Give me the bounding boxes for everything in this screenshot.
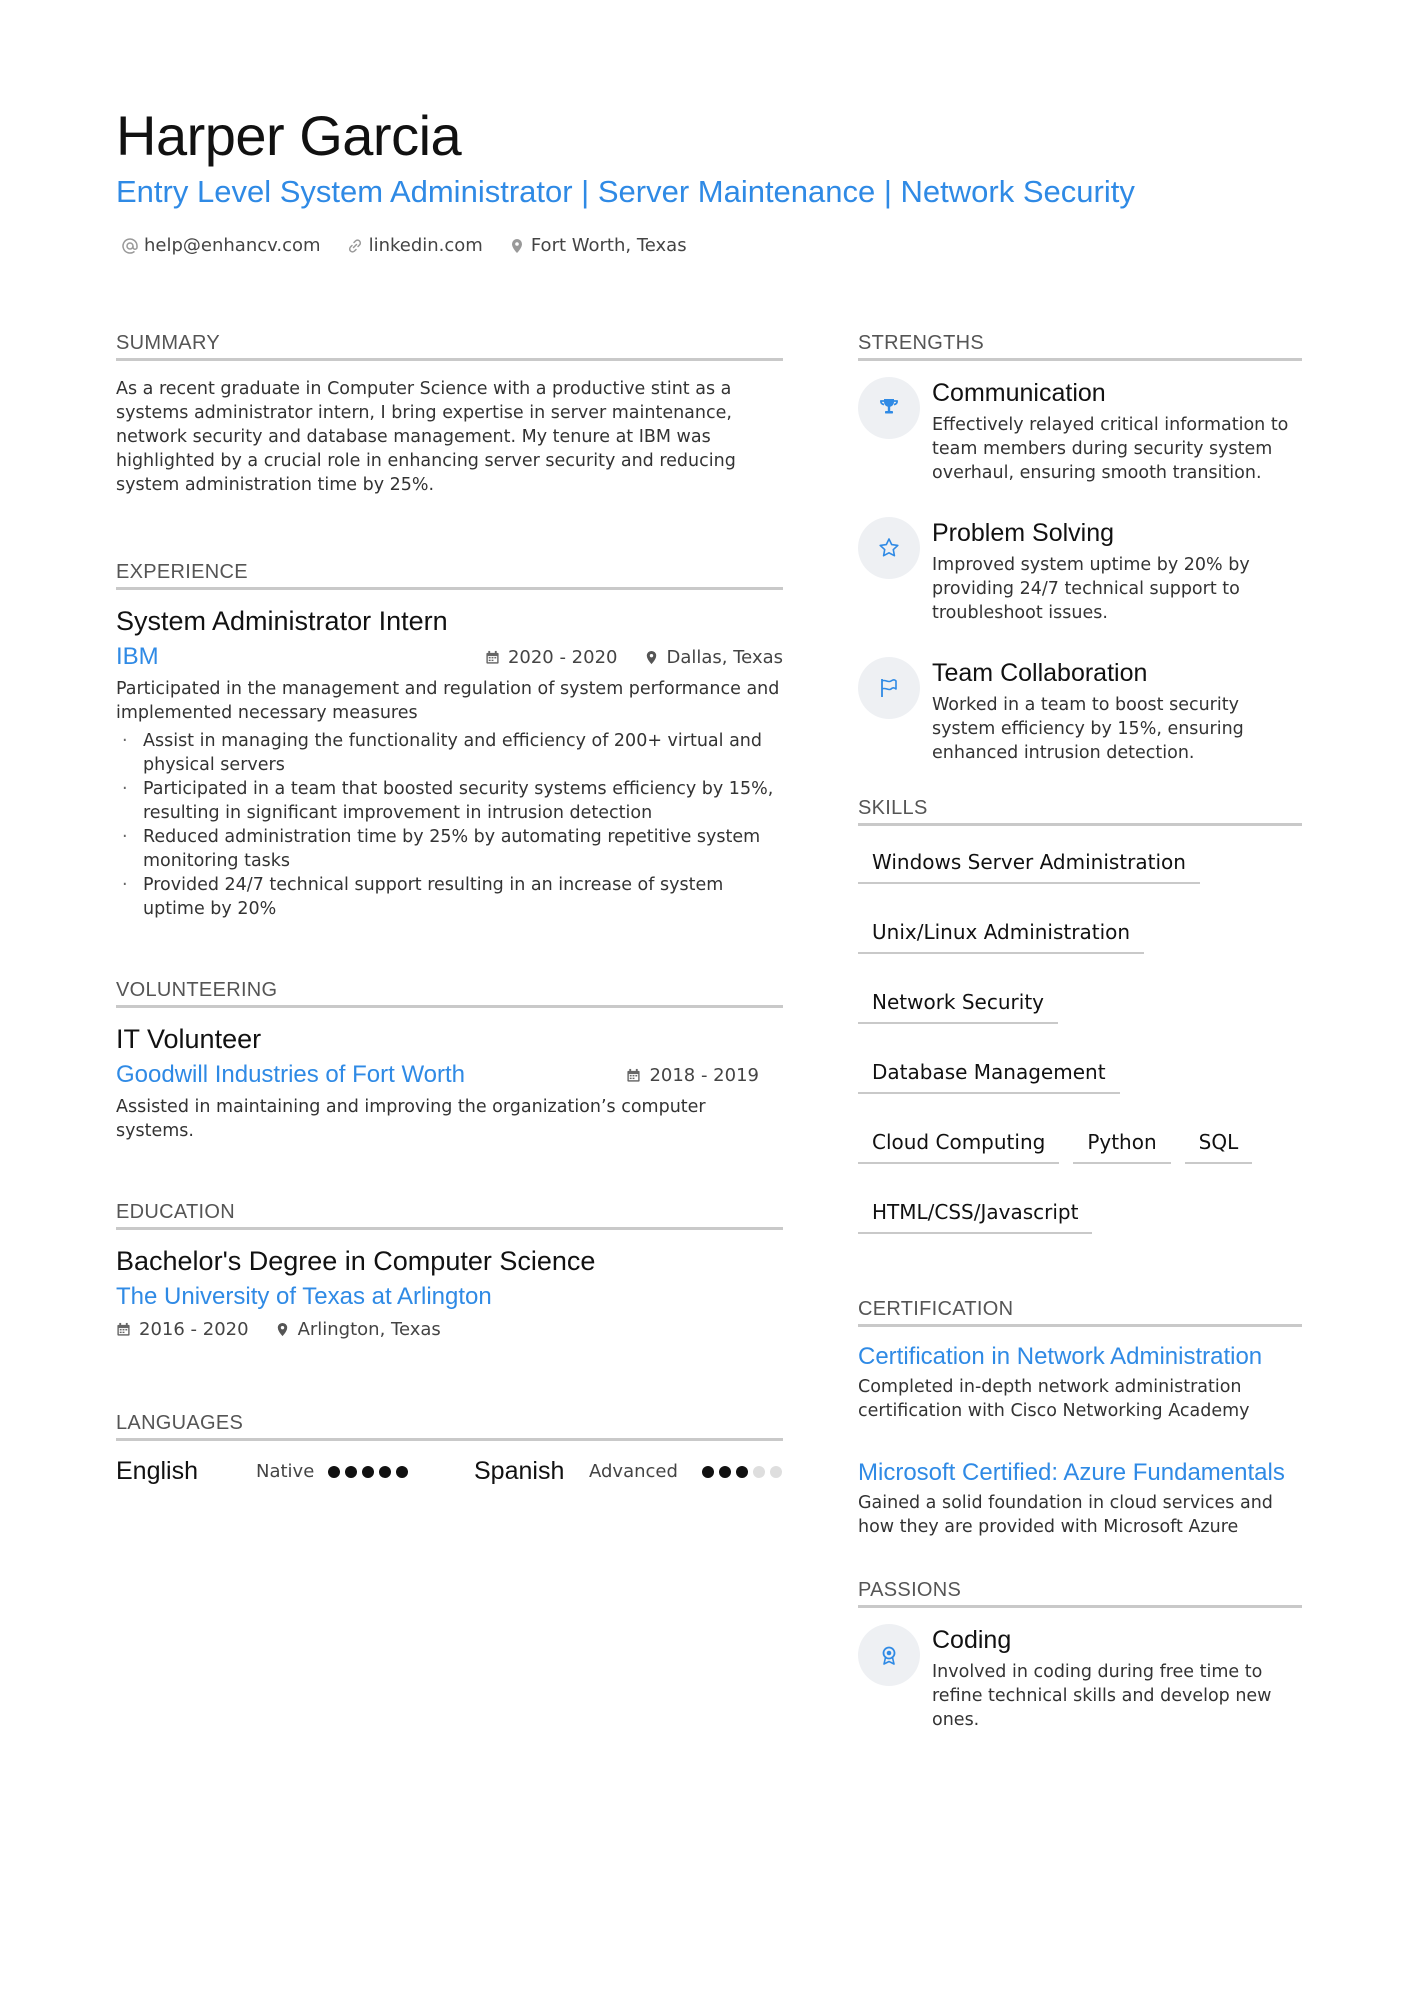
contact-email[interactable] bbox=[122, 235, 321, 256]
education-location-text: Arlington, Texas bbox=[297, 1319, 441, 1340]
volunteer-role: IT Volunteer bbox=[116, 1024, 262, 1054]
certification-section bbox=[858, 1298, 1302, 1539]
education-section bbox=[116, 1201, 783, 1340]
passion-icon-badge bbox=[858, 1624, 920, 1686]
rating-dot-filled bbox=[328, 1466, 340, 1478]
certification-description: Completed in-depth network administration certification with Cisco Networking Academy bbox=[858, 1377, 1250, 1421]
job-location-text: Dallas, Texas bbox=[666, 646, 783, 668]
strength-title: Problem Solving bbox=[932, 519, 1115, 547]
strength-description: Worked in a team to boost security system efficiency by 15%, ensuring enhanced intrusion detection. bbox=[932, 695, 1244, 763]
skill-tag: Windows Server Administration bbox=[858, 842, 1200, 884]
rating-dot-filled bbox=[379, 1466, 391, 1478]
volunteer-meta bbox=[626, 1065, 759, 1086]
strength-icon-badge bbox=[858, 517, 920, 579]
passion-description: Involved in coding during free time to refine technical skills and develop new ones. bbox=[932, 1662, 1272, 1730]
summary-text: As a recent graduate in Computer Science with a productive stint as a systems administrator intern, I bring expertise in server maintenance, network security and database management. My tenure at IBM was highlighted by a crucial role in enhancing server security and reducing system administration time by 25%. bbox=[116, 379, 736, 495]
education-meta bbox=[116, 1319, 783, 1340]
rating-dot-empty bbox=[770, 1466, 782, 1478]
skill-tag: Database Management bbox=[858, 1052, 1120, 1094]
strength-body bbox=[932, 517, 1302, 625]
list-item: · Participated in a team that boosted security systems efficiency by 15%, resulting in significant improvement in intrusion detection bbox=[116, 777, 783, 825]
strength-description: Effectively relayed critical information to team members during security system overhaul, ensuring smooth transition. bbox=[932, 415, 1289, 483]
strength-body bbox=[932, 377, 1302, 485]
section-title-strengths: STRENGTHS bbox=[858, 332, 1302, 361]
strength-item bbox=[858, 377, 1302, 485]
section-title-experience: EXPERIENCE bbox=[116, 561, 783, 590]
certification-title: Certification in Network Administration bbox=[858, 1343, 1263, 1370]
section-title-certification: CERTIFICATION bbox=[858, 1298, 1302, 1327]
language-name: English bbox=[116, 1457, 198, 1485]
strength-item bbox=[858, 517, 1302, 625]
passions-section bbox=[858, 1579, 1302, 1732]
calendar-icon bbox=[485, 650, 500, 665]
skill-tag: Python bbox=[1073, 1122, 1170, 1164]
right-column bbox=[858, 332, 1302, 1764]
award-icon bbox=[877, 1643, 901, 1667]
language-item bbox=[116, 1457, 474, 1486]
list-item: · Provided 24/7 technical support resulting in an increase of system uptime by 20% bbox=[116, 873, 783, 921]
language-name: Spanish bbox=[474, 1457, 565, 1485]
language-level: Advanced bbox=[589, 1461, 678, 1482]
strength-icon-badge bbox=[858, 377, 920, 439]
strengths-section bbox=[858, 332, 1302, 765]
volunteer-description: Assisted in maintaining and improving the organization’s computer systems. bbox=[116, 1097, 706, 1141]
education-dates-text: 2016 - 2020 bbox=[139, 1319, 249, 1340]
education-dates bbox=[116, 1319, 249, 1340]
contact-linkedin-text: linkedin.com bbox=[368, 235, 483, 256]
flag-icon bbox=[877, 676, 901, 700]
job-dates bbox=[485, 647, 618, 668]
job-location bbox=[644, 647, 784, 668]
calendar-icon bbox=[626, 1068, 641, 1083]
job-dates-text: 2020 - 2020 bbox=[507, 646, 618, 668]
section-title-languages: LANGUAGES bbox=[116, 1412, 783, 1441]
skill-tag: Cloud Computing bbox=[858, 1122, 1059, 1164]
rating-dot-filled bbox=[362, 1466, 374, 1478]
certification-item bbox=[858, 1459, 1302, 1539]
section-title-volunteering: VOLUNTEERING bbox=[116, 979, 783, 1008]
contact-location-text: Fort Worth, Texas bbox=[530, 235, 687, 256]
section-title-skills: SKILLS bbox=[858, 797, 1302, 826]
contact-row bbox=[122, 235, 687, 256]
skill-tag: SQL bbox=[1185, 1122, 1253, 1164]
rating-dot-empty bbox=[753, 1466, 765, 1478]
job-role: System Administrator Intern bbox=[116, 606, 448, 636]
section-title-passions: PASSIONS bbox=[858, 1579, 1302, 1608]
experience-section bbox=[116, 561, 783, 921]
volunteering-section bbox=[116, 979, 783, 1143]
skills-list bbox=[858, 842, 1302, 1234]
volunteer-dates bbox=[626, 1065, 759, 1086]
section-title-education: EDUCATION bbox=[116, 1201, 783, 1230]
left-column bbox=[116, 332, 783, 1486]
rating-dot-filled bbox=[396, 1466, 408, 1478]
languages-section bbox=[116, 1412, 783, 1486]
language-level: Native bbox=[256, 1461, 315, 1482]
language-rating bbox=[328, 1466, 408, 1478]
section-title-summary: SUMMARY bbox=[116, 332, 783, 361]
language-rating bbox=[702, 1466, 782, 1478]
job-meta bbox=[485, 647, 783, 668]
summary-section bbox=[116, 332, 783, 497]
rating-dot-filled bbox=[736, 1466, 748, 1478]
strength-body bbox=[932, 657, 1302, 765]
contact-linkedin[interactable] bbox=[347, 235, 483, 256]
skill-tag: Unix/Linux Administration bbox=[858, 912, 1144, 954]
contact-location bbox=[509, 235, 687, 256]
strength-title: Communication bbox=[932, 379, 1106, 407]
list-item: · Assist in managing the functionality and efficiency of 200+ virtual and physical servers bbox=[116, 729, 783, 777]
passion-item bbox=[858, 1624, 1302, 1732]
candidate-name: Harper Garcia bbox=[116, 104, 462, 167]
passion-body bbox=[932, 1624, 1302, 1732]
volunteer-org-row bbox=[116, 1061, 783, 1089]
job-description: Participated in the management and regulation of system performance and implemented necessary measures bbox=[116, 679, 780, 723]
skill-tag: Network Security bbox=[858, 982, 1058, 1024]
strength-title: Team Collaboration bbox=[932, 659, 1148, 687]
languages-row bbox=[116, 1457, 783, 1486]
skill-tag: HTML/CSS/Javascript bbox=[858, 1192, 1092, 1234]
rating-dot-filled bbox=[719, 1466, 731, 1478]
strength-item bbox=[858, 657, 1302, 765]
at-icon bbox=[122, 238, 138, 254]
education-school: The University of Texas at Arlington bbox=[116, 1283, 492, 1310]
job-bullets bbox=[116, 729, 783, 921]
strength-icon-badge bbox=[858, 657, 920, 719]
list-item: · Reduced administration time by 25% by automating repetitive system monitoring tasks bbox=[116, 825, 783, 873]
volunteer-dates-text: 2018 - 2019 bbox=[649, 1064, 759, 1086]
calendar-icon bbox=[116, 1322, 131, 1337]
volunteer-org: Goodwill Industries of Fort Worth bbox=[116, 1061, 466, 1088]
certification-item bbox=[858, 1343, 1302, 1423]
certification-description: Gained a solid foundation in cloud services and how they are provided with Microsoft Azure bbox=[858, 1493, 1273, 1537]
passion-title: Coding bbox=[932, 1626, 1012, 1654]
trophy-icon bbox=[877, 396, 901, 420]
map-pin-icon bbox=[644, 650, 659, 665]
star-icon bbox=[877, 536, 901, 560]
skills-section bbox=[858, 797, 1302, 1234]
education-location bbox=[275, 1319, 441, 1340]
language-item bbox=[474, 1457, 782, 1486]
map-pin-icon bbox=[275, 1322, 290, 1337]
link-icon bbox=[347, 238, 363, 254]
map-pin-icon bbox=[509, 238, 525, 254]
rating-dot-filled bbox=[345, 1466, 357, 1478]
contact-email-text: help@enhancv.com bbox=[144, 235, 321, 256]
rating-dot-filled bbox=[702, 1466, 714, 1478]
job-company: IBM bbox=[116, 643, 159, 670]
education-degree: Bachelor's Degree in Computer Science bbox=[116, 1246, 596, 1276]
certification-title: Microsoft Certified: Azure Fundamentals bbox=[858, 1459, 1285, 1486]
strength-description: Improved system uptime by 20% by providing 24/7 technical support to troubleshoot issues. bbox=[932, 555, 1250, 623]
experience-item bbox=[116, 606, 783, 921]
job-org-row bbox=[116, 643, 783, 671]
candidate-headline: Entry Level System Administrator | Server Maintenance | Network Security bbox=[116, 174, 1135, 209]
